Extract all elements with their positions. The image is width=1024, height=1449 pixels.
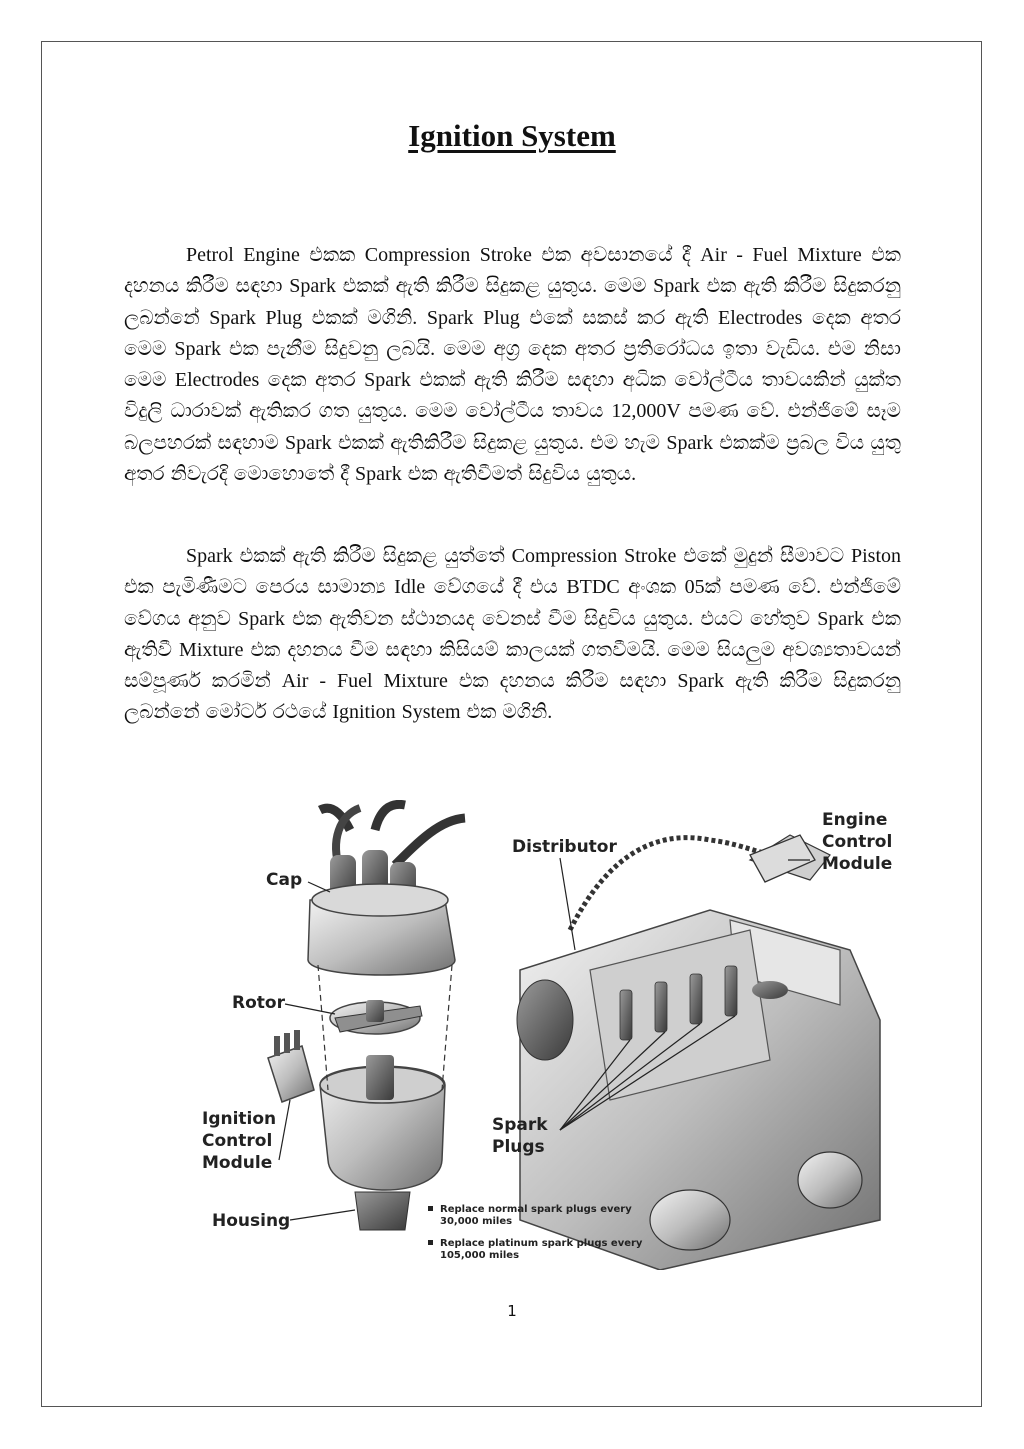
note-bullet-2 — [428, 1240, 433, 1245]
label-rotor: Rotor — [232, 993, 285, 1013]
alignment-line-left — [318, 965, 328, 1090]
label-ecm-line1: Engine — [822, 810, 888, 830]
ignition-system-diagram — [190, 800, 910, 1270]
label-spark-line2: Plugs — [492, 1137, 545, 1157]
paragraph-2: Spark එකක් ඇති කිරීම සිදුකළ යුත්තේ Compression Stroke එකේ මුදුන් සීමාවට Piston එක පැමිණීමට පෙරය සාමාන්‍ය Idle වේගයේ දී එය BTDC අංශක 05ක් පමණ වේ. එන්ජිමේ වේගය අනුව Spark එක ඇතිවන ස්ථානයද වෙනස් වීම සිදුවිය යුතුය. එයට හේතුව Spark එක ඇතිවී Mixture එක දහනය වීම සඳහා කිසියම් කාලයක් ගතවීමයි. මෙම සියලුම අවශ්‍යතාවයන් සම්පූර්ණ කරමින් Air - Fuel Mixture එක දහනය කිරීම සඳහා Spark ඇති කිරීම සිදුකරනු ලබන්නේ මෝටර් රථයේ Ignition System එක මගිනි. — [124, 545, 901, 724]
rotor-drawing — [330, 1000, 422, 1034]
note-1-line1: Replace normal spark plugs every — [440, 1204, 632, 1215]
alignment-line-right — [442, 965, 452, 1090]
label-cap: Cap — [266, 870, 303, 890]
note-bullet-1 — [428, 1206, 433, 1211]
note-2-line2: 105,000 miles — [440, 1250, 520, 1261]
label-ecm-line2: Control — [822, 832, 893, 852]
label-distributor: Distributor — [512, 837, 617, 857]
housing-drawing — [320, 1055, 445, 1230]
page-number: 1 — [507, 1302, 517, 1320]
label-spark-line1: Spark — [492, 1115, 548, 1135]
label-housing: Housing — [212, 1211, 291, 1231]
distributor-cap-drawing — [308, 804, 465, 975]
label-icm-line2: Control — [202, 1131, 273, 1151]
paragraph-1: Petrol Engine එකක Compression Stroke එක අවසානයේ දී Air - Fuel Mixture එක දහනය කිරීම සඳහා Spark එකක් ඇති කිරීම සිදුකළ යුතුය. මෙම Spark එක ඇති කිරීම සිදුකරනු ලබන්නේ Spark Plug එකක් මගිනි. Spark Plug එකේ සකස් කර ඇති Electrodes දෙක අතර මෙම Spark එක පැනීම සිදුවනු ලබයි. මෙම අග්‍ර දෙක අතර ප්‍රතිරෝධය ඉතා වැඩිය. එම නිසා මෙම Electrodes දෙක අතර Spark එකක් ඇති කිරීම සඳහා අධික වෝල්ටීය තාවයකින් යුක්ත විදුලි ධාරාවක් ඇතිකර ගත යුතුය. මෙම වෝල්ටීය තාවය 12,000V පමණ වේ. එන්ජිමේ සෑම බලපහරක් සඳහාම Spark එකක් ඇතිකිරීම සිදුකළ යුතුය. එම හැම Spark එකක්ම ප්‍රබල විය යුතු අතර නිවැරදි මොහොතේ දී Spark එක ඇතිවීමත් සිදුවිය යුතුය. — [124, 244, 901, 486]
label-icm-line1: Ignition — [202, 1109, 277, 1129]
ignition-illustration — [190, 800, 910, 1270]
note-2-line1: Replace platinum spark plugs every — [440, 1238, 643, 1249]
label-ecm-line3: Module — [822, 854, 893, 874]
label-icm-line3: Module — [202, 1153, 273, 1173]
ignition-control-module-drawing — [268, 1030, 314, 1102]
page-title: Ignition System — [408, 118, 616, 153]
note-1-line2: 30,000 miles — [440, 1216, 513, 1227]
